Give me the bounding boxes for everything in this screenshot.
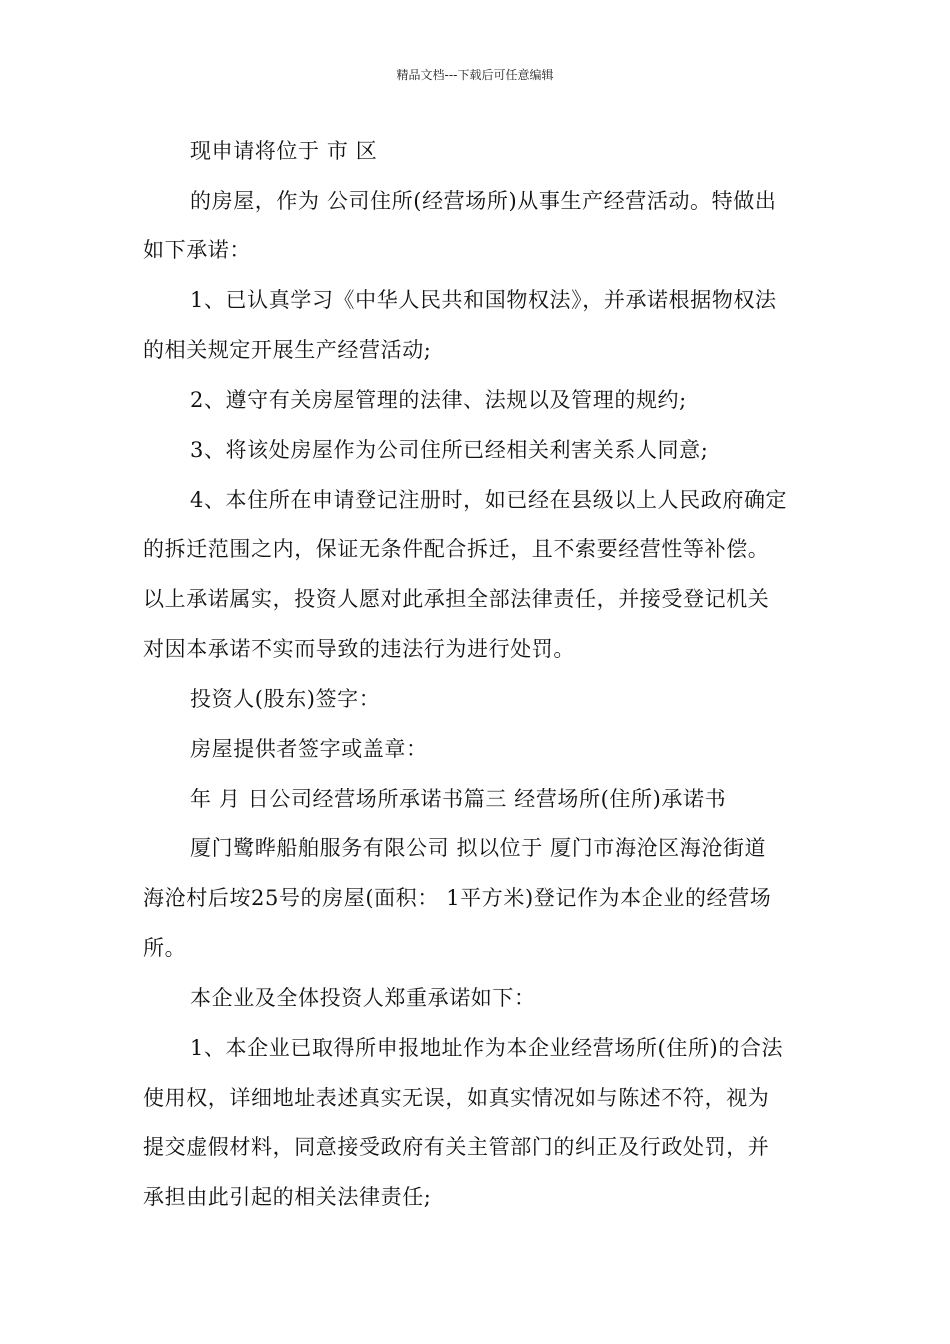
text-line: 1、已认真学习《中华人民共和国物权法》，并承诺根据物权法 xyxy=(190,288,777,312)
text-line: 的房屋，作为 公司住所(经营场所)从事生产经营活动。特做出 xyxy=(190,189,777,213)
text-line: 使用权，详细地址表述真实无误，如真实情况如与陈述不符，视为 xyxy=(143,1086,770,1110)
text-line: 3、将该处房屋作为公司住所已经相关利害关系人同意; xyxy=(190,438,709,462)
text-line: 现申请将位于 市 区 xyxy=(190,139,378,163)
text-line: 4、本住所在申请登记注册时，如已经在县级以上人民政府确定 xyxy=(190,488,788,512)
text-line: 的相关规定开展生产经营活动; xyxy=(143,338,432,362)
text-line: 如下承诺： xyxy=(143,238,251,262)
text-line: 所。 xyxy=(143,936,187,960)
text-line: 的拆迁范围之内，保证无条件配合拆迁，且不索要经营性等补偿。 xyxy=(143,537,770,561)
text-line: 本企业及全体投资人郑重承诺如下： xyxy=(190,986,536,1010)
text-line: 对因本承诺不实而导致的违法行为进行处罚。 xyxy=(143,637,575,661)
text-line: 房屋提供者签字或盖章： xyxy=(190,737,428,761)
text-line: 2、遵守有关房屋管理的法律、法规以及管理的规约; xyxy=(190,388,687,412)
text-line: 厦门鹭晔船舶服务有限公司 拟以位于 厦门市海沧区海沧街道 xyxy=(190,836,767,860)
text-line: 投资人(股东)签字： xyxy=(190,687,381,711)
text-line: 年 月 日公司经营场所承诺书篇三 经营场所(住所)承诺书 xyxy=(190,787,727,811)
text-line: 提交虚假材料，同意接受政府有关主管部门的纠正及行政处罚，并 xyxy=(143,1135,770,1159)
page-header: 精品文档---下载后可任意编辑 xyxy=(396,68,554,82)
text-line: 承担由此引起的相关法律责任; xyxy=(143,1185,432,1209)
text-line: 1、本企业已取得所申报地址作为本企业经营场所(住所)的合法 xyxy=(190,1036,784,1060)
text-line: 海沧村后垵25号的房屋(面积： 1平方米)登记作为本企业的经营场 xyxy=(143,886,772,910)
text-line: 以上承诺属实，投资人愿对此承担全部法律责任，并接受登记机关 xyxy=(143,587,770,611)
